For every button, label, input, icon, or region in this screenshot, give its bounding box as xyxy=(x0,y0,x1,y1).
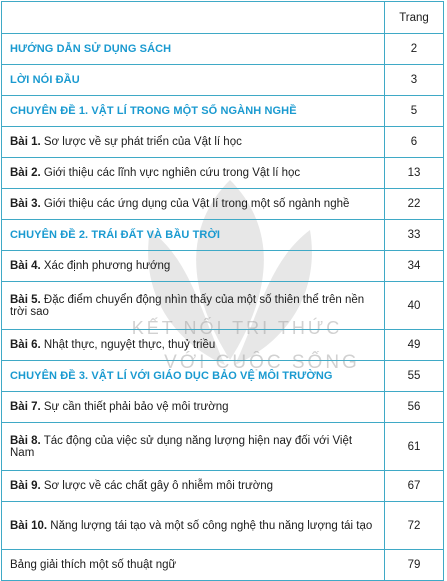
toc-lesson-row[interactable] xyxy=(2,392,444,423)
toc-chapter-row[interactable] xyxy=(2,65,444,96)
toc-lesson-row[interactable] xyxy=(2,550,444,581)
toc-page-number: 61 xyxy=(385,423,444,471)
toc-entry-title xyxy=(2,189,385,220)
toc-entry-title xyxy=(2,158,385,189)
entry-title-text: Sự cần thiết phải bảo vệ môi trường xyxy=(43,401,229,413)
header-blank-cell xyxy=(2,2,385,34)
toc-chapter-row[interactable] xyxy=(2,96,444,127)
toc-page-number: 22 xyxy=(385,189,444,220)
entry-title-text: Tác động của việc sử dụng năng lượng hiện nay đối với Việt Nam xyxy=(10,434,353,459)
toc-page-number: 34 xyxy=(385,251,444,282)
entry-title-text: CHUYÊN ĐỀ 2. TRÁI ĐẤT VÀ BẦU TRỜI xyxy=(10,229,221,241)
toc-chapter-row[interactable] xyxy=(2,220,444,251)
toc-entry-title xyxy=(2,392,385,423)
entry-title-text: Giới thiệu các ứng dụng của Vật lí trong một số ngành nghề xyxy=(43,198,350,210)
toc-page-number: 2 xyxy=(385,34,444,65)
toc-lesson-row[interactable] xyxy=(2,251,444,282)
toc-entry-title xyxy=(2,65,385,96)
lesson-number: Bài 8. xyxy=(10,434,41,447)
lesson-number: Bài 4. xyxy=(10,260,41,272)
toc-header-row xyxy=(2,2,444,34)
toc-entry-title xyxy=(2,550,385,581)
toc-entry-title xyxy=(2,34,385,65)
toc-page-number: 49 xyxy=(385,330,444,361)
toc-lesson-row[interactable] xyxy=(2,471,444,502)
toc-entry-title xyxy=(2,502,385,550)
toc-entry-title xyxy=(2,127,385,158)
lesson-number: Bài 3. xyxy=(10,198,41,210)
toc-page-number: 40 xyxy=(385,282,444,330)
toc-entry-title xyxy=(2,220,385,251)
toc-page-number: 6 xyxy=(385,127,444,158)
lesson-number: Bài 2. xyxy=(10,167,41,179)
toc-lesson-row[interactable] xyxy=(2,282,444,330)
toc-lesson-row[interactable] xyxy=(2,127,444,158)
lesson-number: Bài 5. xyxy=(10,293,41,306)
toc-entry-title xyxy=(2,471,385,502)
entry-title-text: Xác định phương hướng xyxy=(43,260,171,272)
toc-chapter-row[interactable] xyxy=(2,361,444,392)
entry-title-text: Bảng giải thích một số thuật ngữ xyxy=(10,559,177,571)
toc-lesson-row[interactable] xyxy=(2,189,444,220)
toc-page-number: 56 xyxy=(385,392,444,423)
toc-entry-title xyxy=(2,361,385,392)
entry-title-text: HƯỚNG DẪN SỬ DỤNG SÁCH xyxy=(10,43,172,55)
lesson-number: Bài 1. xyxy=(10,136,41,148)
entry-title-text: CHUYÊN ĐỀ 1. VẬT LÍ TRONG MỘT SỐ NGÀNH NGHỀ xyxy=(10,105,297,117)
toc-entry-title xyxy=(2,330,385,361)
toc-entry-title xyxy=(2,96,385,127)
toc-page-number: 72 xyxy=(385,502,444,550)
toc-entry-title xyxy=(2,423,385,471)
lesson-number: Bài 6. xyxy=(10,339,41,351)
toc-page-number: 13 xyxy=(385,158,444,189)
entry-title-text: Năng lượng tái tạo và một số công nghệ thu năng lượng tái tạo xyxy=(50,519,373,532)
toc-lesson-row[interactable] xyxy=(2,502,444,550)
table-of-contents xyxy=(1,1,444,581)
lesson-number: Bài 7. xyxy=(10,401,41,413)
page-column-header: Trang xyxy=(385,2,444,34)
entry-title-text: Sơ lược về sự phát triển của Vật lí học xyxy=(43,136,242,148)
entry-title-text: Nhật thực, nguyệt thực, thuỷ triều xyxy=(43,339,216,351)
watermark-text-2: VỚI CUỘC SỐNG xyxy=(164,352,360,373)
lesson-number: Bài 9. xyxy=(10,480,41,492)
lesson-number: Bài 10. xyxy=(10,519,48,532)
toc-entry-title xyxy=(2,282,385,330)
toc-entry-title xyxy=(2,251,385,282)
watermark-text-1: KẾT NỐI TRI THỨC xyxy=(131,318,343,338)
toc-page-number: 3 xyxy=(385,65,444,96)
entry-title-text: Sơ lược về các chất gây ô nhiễm môi trường xyxy=(43,480,274,492)
entry-title-text: Đặc điểm chuyển động nhìn thấy của một số thiên thể trên nền trời sao xyxy=(10,293,365,318)
toc-lesson-row[interactable] xyxy=(2,423,444,471)
toc-page-number: 33 xyxy=(385,220,444,251)
entry-title-text: Giới thiệu các lĩnh vực nghiên cứu trong Vật lí học xyxy=(43,167,301,179)
toc-page-number: 79 xyxy=(385,550,444,581)
toc-lesson-row[interactable] xyxy=(2,330,444,361)
toc-page-number: 55 xyxy=(385,361,444,392)
entry-title-text: CHUYÊN ĐỀ 3. VẬT LÍ VỚI GIÁO DỤC BẢO VỆ MÔI TRƯỜNG xyxy=(10,370,333,382)
toc-page-number: 67 xyxy=(385,471,444,502)
toc-chapter-row[interactable] xyxy=(2,34,444,65)
toc-lesson-row[interactable] xyxy=(2,158,444,189)
toc-page-number: 5 xyxy=(385,96,444,127)
entry-title-text: LỜI NÓI ĐẦU xyxy=(10,74,80,86)
